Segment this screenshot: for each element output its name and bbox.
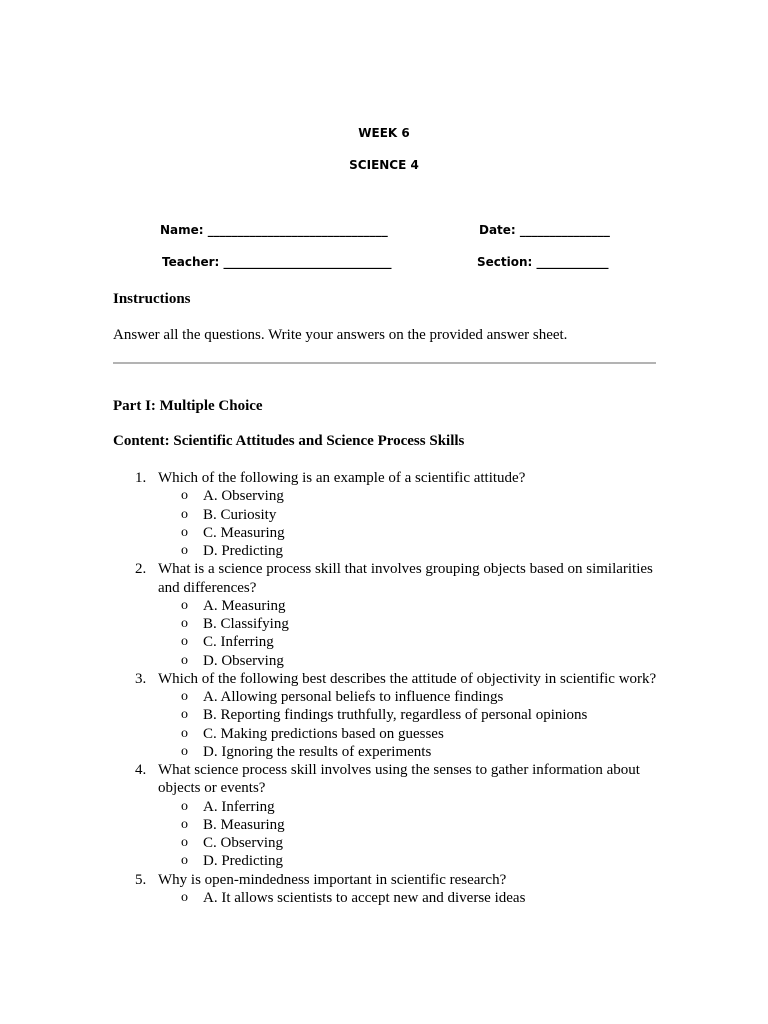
option-text: B. Classifying	[203, 616, 289, 632]
option-text: A. It allows scientists to accept new and diverse ideas	[203, 889, 526, 906]
bullet-icon: o	[181, 889, 188, 905]
option-item	[0, 889, 768, 907]
option-item	[0, 816, 768, 834]
option-text: A. Measuring	[203, 597, 286, 614]
option-item	[0, 743, 768, 761]
option-text: B. Reporting findings truthfully, regardless of personal opinions	[203, 707, 588, 724]
option-text: B. Curiosity	[203, 506, 277, 523]
question-text: Which of the following is an example of a scientific attitude?	[158, 470, 526, 486]
bullet-icon: o	[181, 835, 188, 850]
question-3	[0, 670, 768, 761]
option-item	[0, 706, 768, 724]
section-divider	[113, 362, 656, 364]
option-item	[0, 597, 768, 615]
question-text: What science process skill involves using the senses to gather information about objects or events?	[158, 762, 640, 797]
option-text: D. Predicting	[203, 543, 283, 559]
question-number: 3.	[135, 670, 147, 687]
question-4	[0, 761, 768, 871]
bullet-icon: o	[181, 616, 188, 631]
option-item	[0, 652, 768, 670]
option-text: A. Observing	[203, 488, 284, 505]
part-title: Part I: Multiple Choice	[113, 398, 263, 414]
question-text: What is a science process skill that involves grouping objects based on similarities and differences?	[158, 561, 653, 596]
question-number: 2.	[135, 561, 147, 578]
bullet-icon: o	[181, 853, 188, 869]
question-number: 1.	[135, 470, 147, 486]
option-item	[0, 615, 768, 633]
bullet-icon: o	[181, 543, 188, 558]
option-text: C. Measuring	[203, 524, 285, 541]
bullet-icon: o	[181, 816, 188, 832]
bullet-icon: o	[181, 506, 188, 522]
bullet-icon: o	[181, 652, 188, 668]
question-number: 4.	[135, 762, 147, 778]
option-text: D. Predicting	[203, 853, 283, 870]
option-item	[0, 524, 768, 542]
subject-title: SCIENCE 4	[349, 158, 419, 172]
question-5	[0, 871, 768, 908]
option-item	[0, 487, 768, 505]
teacher-field: Teacher: ____________________________	[162, 255, 392, 269]
bullet-icon: o	[181, 743, 188, 759]
option-item	[0, 834, 768, 852]
bullet-icon: o	[181, 798, 188, 814]
option-text: C. Inferring	[203, 634, 274, 651]
question-2	[0, 560, 768, 670]
option-text: D. Observing	[203, 652, 284, 669]
content-title: Content: Scientific Attitudes and Science Process Skills	[113, 433, 465, 449]
question-1	[0, 469, 768, 560]
option-item	[0, 688, 768, 706]
option-text: C. Making predictions based on guesses	[203, 725, 444, 742]
instructions-heading: Instructions	[113, 291, 191, 307]
option-item	[0, 506, 768, 524]
option-text: B. Measuring	[203, 816, 285, 833]
week-title: WEEK 6	[358, 126, 410, 140]
date-field: Date: _______________	[479, 223, 610, 237]
name-field: Name: ______________________________	[160, 223, 388, 237]
section-field: Section: ____________	[477, 255, 609, 269]
bullet-icon: o	[181, 707, 188, 723]
question-list	[0, 469, 768, 907]
question-text: Which of the following best describes the attitude of objectivity in scientific work?	[158, 670, 657, 687]
bullet-icon: o	[181, 725, 188, 741]
option-text: C. Observing	[203, 835, 283, 851]
option-text: D. Ignoring the results of experiments	[203, 743, 432, 760]
question-number: 5.	[135, 871, 147, 888]
option-item	[0, 852, 768, 870]
instructions-text: Answer all the questions. Write your answers on the provided answer sheet.	[113, 327, 568, 343]
bullet-icon: o	[181, 488, 188, 504]
option-text: A. Inferring	[203, 798, 275, 815]
bullet-icon: o	[181, 597, 188, 613]
question-text: Why is open-mindedness important in scientific research?	[158, 871, 507, 888]
option-item	[0, 798, 768, 816]
bullet-icon: o	[181, 689, 188, 704]
option-item	[0, 633, 768, 651]
option-item	[0, 542, 768, 560]
bullet-icon: o	[181, 524, 188, 540]
option-text: A. Allowing personal beliefs to influence findings	[203, 689, 504, 705]
bullet-icon: o	[181, 634, 188, 650]
option-item	[0, 725, 768, 743]
